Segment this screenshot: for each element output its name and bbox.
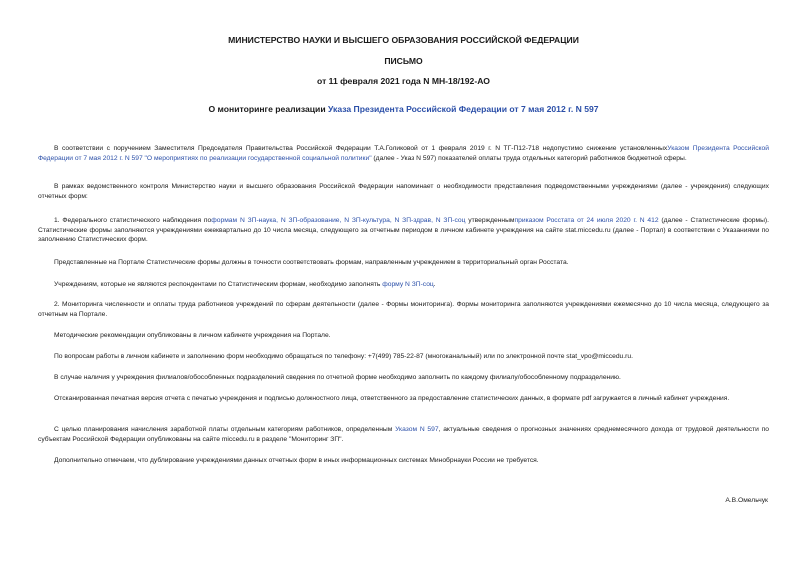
paragraph-11 bbox=[38, 425, 769, 444]
ministry-heading: МИНИСТЕРСТВО НАУКИ И ВЫСШЕГО ОБРАЗОВАНИЯ РОССИЙСКОЙ ФЕДЕРАЦИИ bbox=[228, 35, 579, 45]
paragraph-2: В рамках ведомственного контроля Министерство науки и высшего образования Российской Федерации напоминает о необходимости представления подведомственными учреждениями (далее - учреждения) следующих отчетных форм: bbox=[38, 183, 769, 200]
doc-type-heading: ПИСЬМО bbox=[384, 56, 423, 66]
p11-text-a: С целью планирования начисления заработной платы отдельным категориям работников, определенным bbox=[54, 426, 396, 433]
p11-text-b: , актуальные сведения о прогнозных значениях среднемесячного дохода от трудовой деятельности по субъектам Российской Федерации опубликованы на сайте miccedu.ru в разделе "Мониторинг ЗП". bbox=[38, 426, 769, 443]
paragraph-6: 2. Мониторинга численности и оплаты труда работников учреждений по сферам деятельности (далее - Формы мониторинга). Формы мониторинга заполняются учреждениями ежемесячно до 10 числа месяца, следующего за отчетным на Портале. bbox=[38, 301, 769, 318]
subject-prefix: О мониторинге реализации bbox=[208, 104, 329, 114]
paragraph-1 bbox=[38, 144, 769, 163]
date-number-heading: от 11 февраля 2021 года N МН-18/192-АО bbox=[317, 76, 490, 86]
p3-text-b: утвержденным bbox=[465, 217, 515, 224]
decree-597-short-link[interactable]: Указом N 597 bbox=[395, 426, 439, 433]
p3-text-a: 1. Федерального статистического наблюдения по bbox=[54, 217, 212, 224]
paragraph-10: Отсканированная печатная версия отчета с печатью учреждения и подписью должностного лица, ответственного за предоставление статистических данных, в формате pdf загружается в личный кабинет учреждения. bbox=[54, 395, 730, 402]
paragraph-9: В случае наличия у учреждения филиалов/обособленных подразделений сведения по отчетной форме необходимо заполнить по каждому филиалу/обособленному подразделению. bbox=[54, 374, 621, 381]
paragraph-4: Представленные на Портале Статистические формы должны в точности соответствовать формам, направленным учреждением в территориальный орган Росстата. bbox=[54, 259, 569, 266]
paragraph-7: Методические рекомендации опубликованы в личном кабинете учреждения на Портале. bbox=[54, 332, 331, 339]
p5-text-b: . bbox=[433, 281, 436, 288]
paragraph-8: По вопросам работы в личном кабинете и заполнению форм необходимо обращаться по телефону: +7(499) 785-22-87 (многоканальный) или по электронной почте stat_vpo@miccedu.ru. bbox=[54, 353, 633, 360]
p3-text-c: (далее - Статистические формы). Статистические формы заполняются учреждениями ежеквартально до 10 числа месяца, следующего за отчетным периодом в личном кабинете учреждения на сайте stat.miccedu.ru (далее - Портал) в соответствии с Указаниями по заполнению Статистических форм. bbox=[38, 217, 769, 243]
rosstat-order-link[interactable]: приказом Росстата от 24 июля 2020 г. N 412 bbox=[514, 217, 659, 224]
decree-link-heading[interactable]: Указа Президента Российской Федерации от 7 мая 2012 г. N 597 bbox=[328, 104, 599, 114]
decree-597-link[interactable]: Указом Президента Российской Федерации от 7 мая 2012 г. N 597 "О мероприятиях по реализации государственной социальной политики" bbox=[38, 145, 770, 162]
subject-heading bbox=[0, 104, 807, 115]
p1-text-b: (далее - Указ N 597) показателей оплаты труда отдельных категорий работников бюджетной сферы. bbox=[371, 154, 687, 162]
forms-link[interactable]: формам N ЗП-наука, N ЗП-образование, N ЗП-культура, N ЗП-здрав, N ЗП-соц bbox=[211, 217, 466, 224]
p5-text-a: Учреждениям, которые не являются респондентами по Статистическим формам, необходимо заполнять bbox=[54, 281, 383, 288]
paragraph-5 bbox=[38, 280, 769, 290]
signature: А.В.Омельчук bbox=[725, 497, 768, 504]
paragraph-12: Дополнительно отмечаем, что дублирование учреждениями данных отчетных форм в иных информационных системах Минобрнауки России не требуется. bbox=[54, 457, 539, 464]
form-zp-soc-link[interactable]: форму N ЗП-соц bbox=[382, 281, 434, 288]
p1-text-a: В соответствии с поручением Заместителя Председателя Правительства Российской Федерации Т.А.Голиковой от 1 февраля 2019 г. N ТГ-П12-718 недопустимо снижение установленных bbox=[54, 145, 668, 152]
paragraph-3 bbox=[38, 216, 769, 245]
